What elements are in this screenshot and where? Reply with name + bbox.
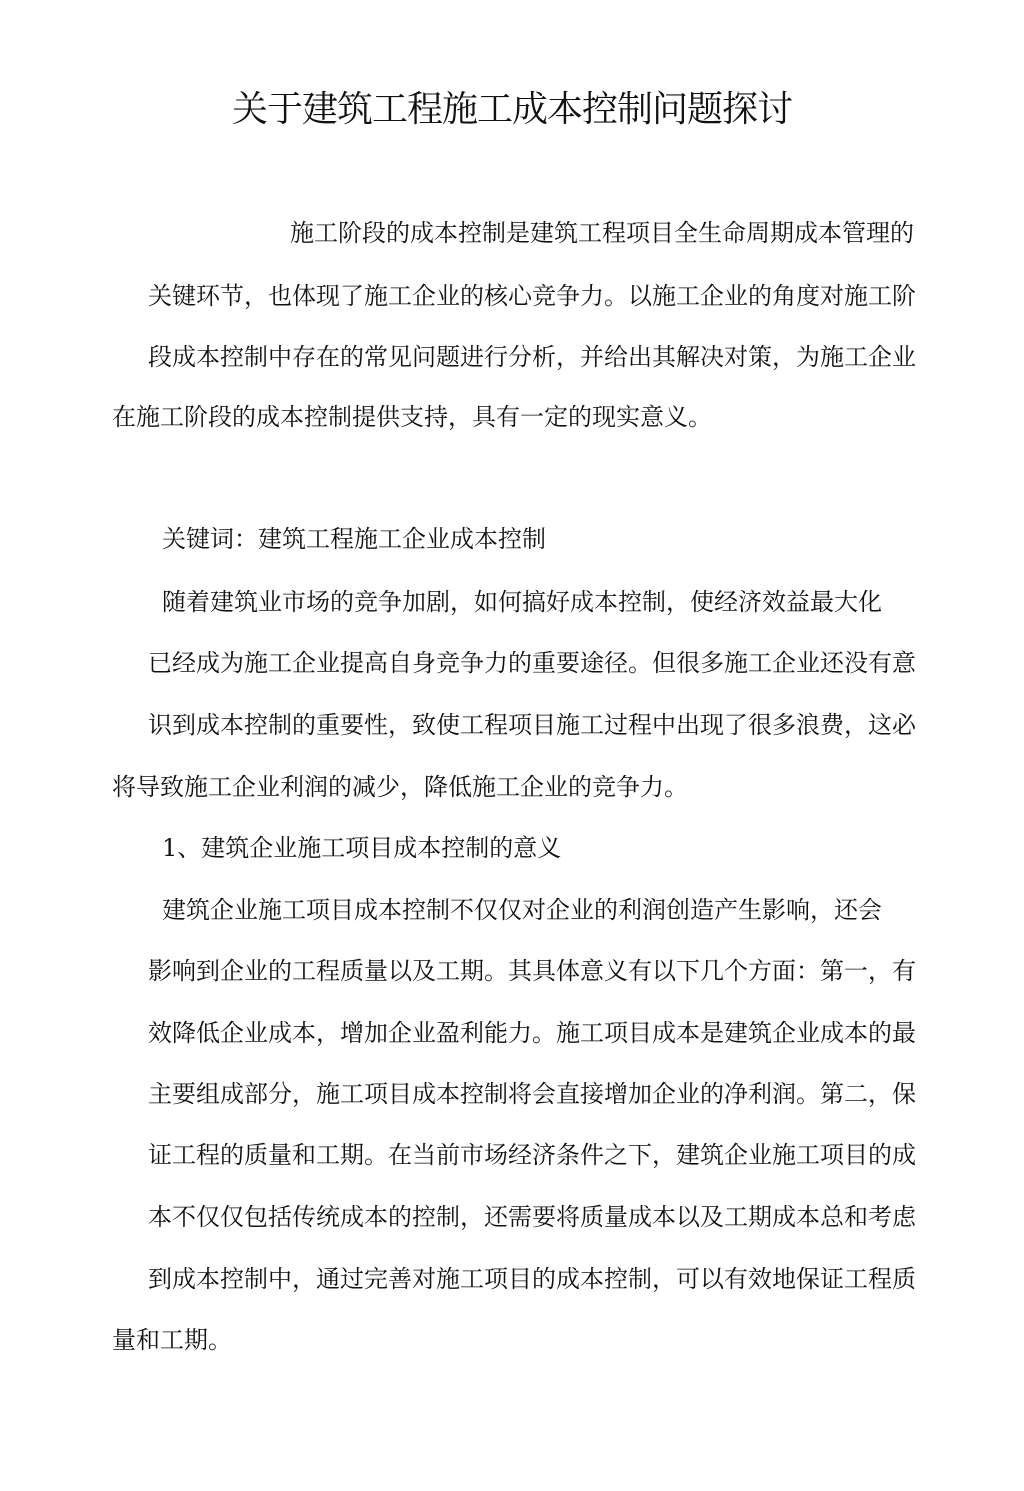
text-line: 施工阶段的成本控制是建筑工程项目全生命周期成本管理的 — [290, 219, 914, 247]
text-line: 效降低企业成本，增加企业盈利能力。施工项目成本是建筑企业成本的最 — [148, 1019, 916, 1047]
text-line: 识到成本控制的重要性，致使工程项目施工过程中出现了很多浪费，这必 — [148, 711, 916, 739]
text-line: 主要组成部分，施工项目成本控制将会直接增加企业的净利润。第二，保 — [148, 1080, 916, 1108]
text-line: 已经成为施工企业提高自身竞争力的重要途径。但很多施工企业还没有意 — [148, 649, 916, 677]
text-line: 段成本控制中存在的常见问题进行分析，并给出其解决对策，为施工企业 — [148, 343, 916, 371]
document-title: 关于建筑工程施工成本控制问题探讨 — [231, 89, 792, 130]
text-line: 到成本控制中，通过完善对施工项目的成本控制，可以有效地保证工程质 — [148, 1265, 916, 1293]
text-line: 量和工期。 — [112, 1326, 232, 1354]
text-line: 影响到企业的工程质量以及工期。其具体意义有以下几个方面：第一，有 — [148, 957, 916, 985]
section-heading: 1、建筑企业施工项目成本控制的意义 — [162, 834, 562, 862]
text-line: 本不仅仅包括传统成本的控制，还需要将质量成本以及工期成本总和考虑 — [148, 1203, 916, 1231]
text-line: 随着建筑业市场的竞争加剧，如何搞好成本控制，使经济效益最大化 — [162, 588, 882, 616]
text-line: 将导致施工企业利润的减少，降低施工企业的竞争力。 — [112, 773, 688, 801]
text-line: 建筑企业施工项目成本控制不仅仅对企业的利润创造产生影响，还会 — [162, 896, 882, 924]
text-line: 在施工阶段的成本控制提供支持，具有一定的现实意义。 — [112, 403, 712, 431]
keywords-line: 关键词：建筑工程施工企业成本控制 — [162, 525, 546, 553]
text-line: 证工程的质量和工期。在当前市场经济条件之下，建筑企业施工项目的成 — [148, 1141, 916, 1169]
text-line: 关键环节，也体现了施工企业的核心竞争力。以施工企业的角度对施工阶 — [148, 282, 916, 310]
